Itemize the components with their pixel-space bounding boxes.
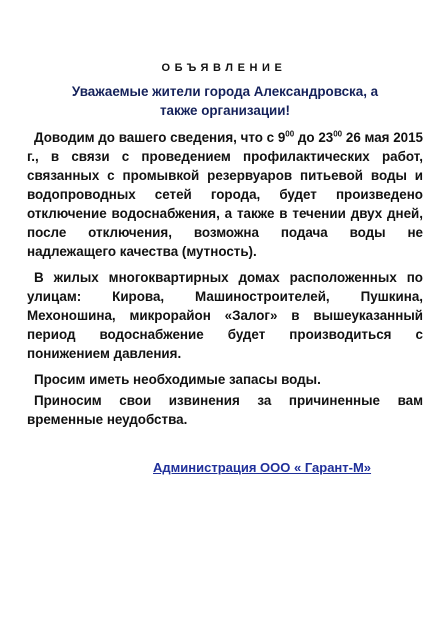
paragraph-affected-streets: В жилых многоквартирных домах расположенных по улицам: Кирова, Машиностроителей, Пушкина, Мехоношина, микрорайон «Залог» в вышеуказанный период водоснабжение будет производиться с понижением давления. — [27, 270, 423, 361]
paragraph-outage-details — [27, 128, 423, 261]
outage-text-end: 26 мая 2015 г., в связи с проведением профилактических работ, связанных с промывкой резервуаров питьевой воды и водопроводных сетей города, будет произведено отключение водоснабжения, а также в течении двух дней, после отключения, возможна подача воды не надлежащего качества (мутность). — [27, 130, 423, 259]
notice-heading: ОБЪЯВЛЕНИЕ — [161, 62, 287, 74]
paragraph-water-supply-request: Просим иметь необходимые запасы воды. — [34, 372, 321, 387]
outage-text-start: Доводим до вашего сведения, что с 9 — [34, 130, 286, 145]
greeting: Уважаемые жители города Александровска, а также организации! — [71, 84, 379, 118]
signature-administration: Администрация ООО « Гарант-М» — [153, 460, 372, 475]
paragraph-apology: Приносим свои извинения за причиненные вам временные неудобства. — [27, 393, 423, 427]
end-time-minutes: 00 — [333, 129, 343, 139]
start-time-minutes: 00 — [285, 129, 295, 139]
outage-text-middle: до 23 — [294, 130, 334, 145]
